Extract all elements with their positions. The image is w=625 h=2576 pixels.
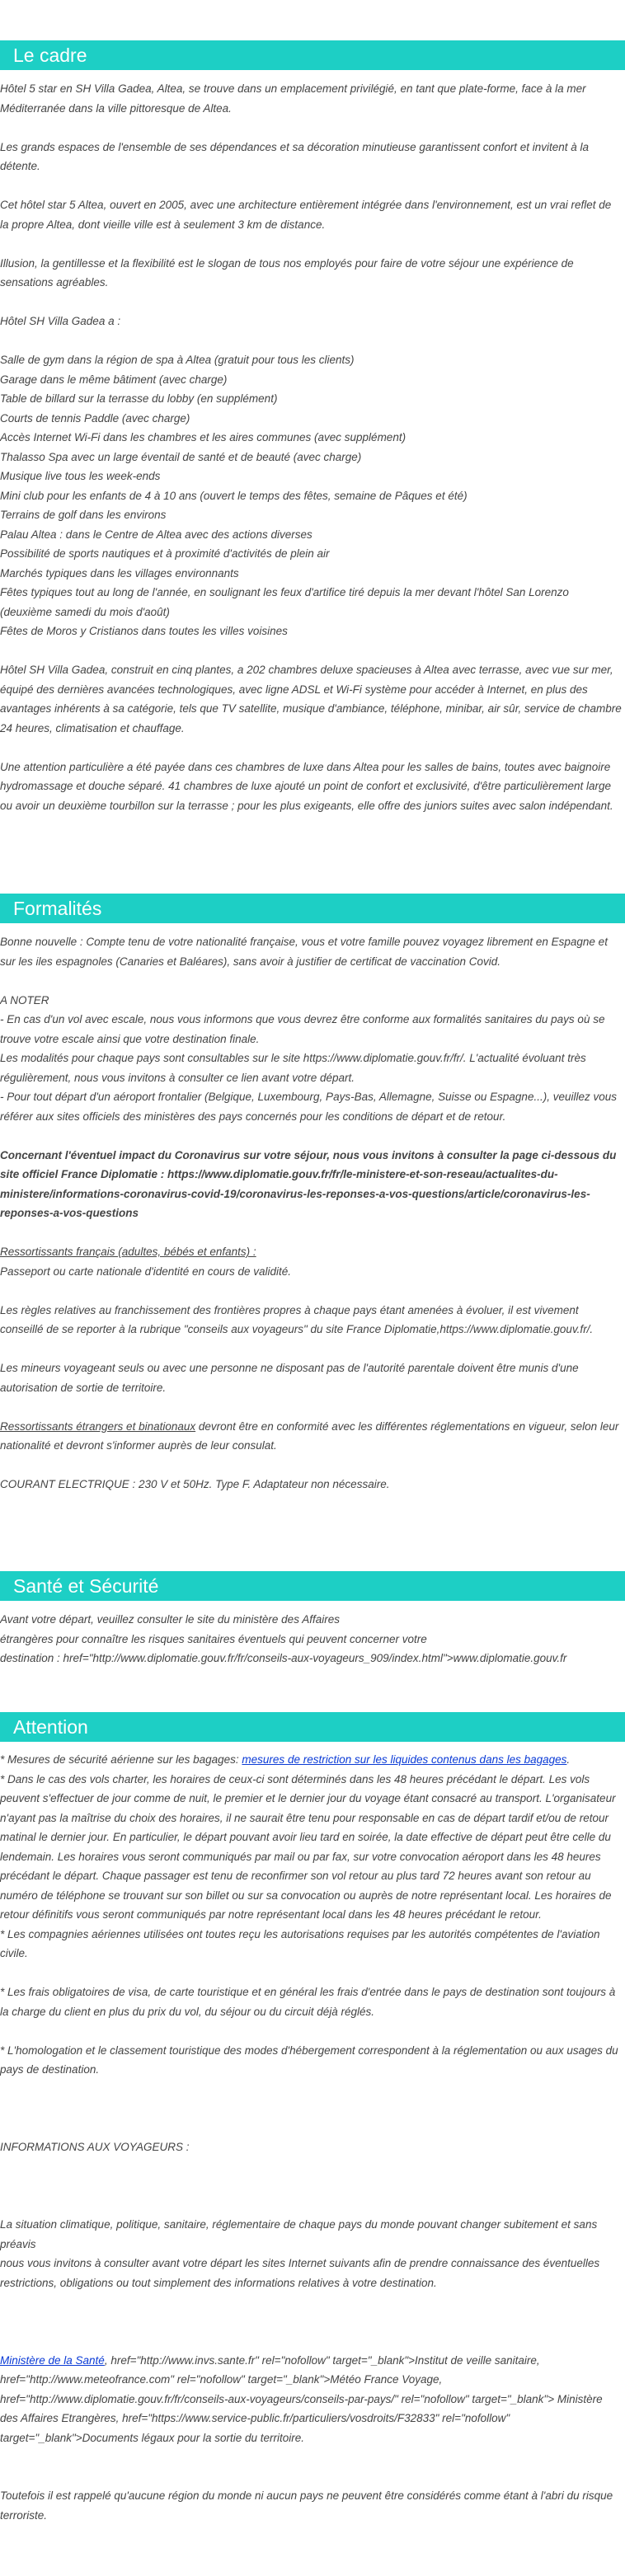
sante-content [0,1610,622,1668]
baggage-security-suffix: . [566,1753,571,1766]
section-header-attention [0,1712,625,1742]
cadre-spaces: Les grands espaces de l'ensemble de ses dépendances et sa décoration minutieuse garantissent confort et invitent à la détente. [0,140,590,172]
cadre-bathrooms: Une attention particulière a été payée dans ces chambres de luxe dans Altea pour les salles de bains, toutes avec baignoire hydromassage et douche séparé. 41 chambres de luxe ajouté un point de confort et exclusivité, d'être particulièrement large ou avoir un deuxième tourbillon sur la terrasse ; pour les plus exigeants, elle offre des juniors suites avec salon indépendant. [0,760,613,812]
airline-authorizations: * Les compagnies aériennes utilisées ont toutes reçu les autorisations requises par les autorités compétentes de l'aviation civile. [0,1927,600,1959]
section-title: Le cadre [13,45,87,66]
note-line: - En cas d'un vol avec escale, nous vous informons que vous devrez être conforme aux formalités sanitaires du pays où se trouve votre escale ainsi que votre destination finale. [0,1013,605,1045]
foreign-nationals-heading: Ressortissants étrangers et binationaux [0,1419,196,1433]
amenity-item: Courts de tennis Paddle (avec charge) [0,411,190,425]
cadre-amenities-title: Hôtel SH Villa Gadea a : [0,315,121,327]
sante-line: destination : href="http://www.diplomatie.gouv.fr/fr/conseils-aux-voyageurs_909/index.html">www.diplomatie.gouv.fr [0,1652,567,1664]
climate-notice: La situation climatique, politique, sanitaire, réglementaire de chaque pays du monde pouvant changer subitement et sans préavis nous vous invitons à consulter avant votre départ les sites Internet suivants afin de prendre connaissance des éventuelles restrictions, obligations ou tout simplement des informations relatives à votre destination. [0,2218,600,2289]
cadre-architecture: Cet hôtel star 5 Altea, ouvert en 2005, avec une architecture entièrement intégrée dans l'environnement, est un vrai reflet de la propre Altea, dont vieille ville est à seulement 3 km de distance. [0,199,612,231]
section-header-formalites [0,894,625,923]
section-title: Formalités [13,898,102,919]
traveler-info-title: INFORMATIONS AUX VOYAGEURS : [0,2141,190,2153]
amenity-item: Possibilité de sports nautiques et à proximité d'activités de plein air [0,547,330,560]
note-title: A NOTER [0,993,49,1006]
minors-rules: Les mineurs voyageant seuls ou avec une personne ne disposant pas de l'autorité parentale doivent être munis d'une autorisation de sortie de territoire. [0,1362,579,1394]
section-title: Santé et Sécurité [13,1575,159,1597]
cadre-slogan: Illusion, la gentillesse et la flexibilité est le slogan de tous nos employés pour faire de votre séjour une expérience de sensations agréables. [0,256,574,289]
cadre-rooms: Hôtel SH Villa Gadea, construit en cinq plantes, a 202 chambres deluxe spacieuses à Altea avec terrasse, avec vue sur mer, équipé des dernières avancées technologiques, avec ligne ADSL et Wi-Fi système pour accéder à Internet, en plus des avantages inhérents à sa catégorie, tels que TV satellite, musique d'ambiance, téléphone, minibar, air sûr, service de chambre 24 heures, climatisation et chauffage. [0,664,622,734]
accommodation-classification: * L'homologation et le classement touristique des modes d'hébergement correspondent à la réglementation ou aux usages du pays de destination. [0,2043,618,2076]
amenity-item: Musique live tous les week-ends [0,470,161,482]
amenity-item: Accès Internet Wi-Fi dans les chambres et les aires communes (avec supplément) [0,431,406,443]
amenity-item: Thalasso Spa avec un large éventail de santé et de beauté (avec charge) [0,450,362,463]
amenity-item: Mini club pour les enfants de 4 à 10 ans (ouvert le temps des fêtes, semaine de Pâques et été) [0,489,468,502]
useful-links-text: , href="http://www.invs.sante.fr" rel="nofollow" target="_blank">Institut de veille sanitaire, href="http://www.meteofrance.com" rel="nofollow" target="_blank">Météo France Voyage, href="http://www.diplomatie.gouv.fr/fr/conseils-aux-voyageurs/conseils-par-pays/" rel="nofollow" target="_blank"> Ministère des Affaires Etrangères, href="https://www.service-public.fr/particuliers/vosdroits/F32833" rel="nofollow" target="_blank">Documents légaux pour la sortie du territoire. [0,2353,603,2444]
terrorism-notice: Toutefois il est rappelé qu'aucune région du monde ni aucun pays ne peuvent être considérés comme étant à l'abri du risque terroriste. [0,2489,613,2522]
amenity-item: Garage dans le même bâtiment (avec charge) [0,373,228,386]
attention-content [0,1750,622,2525]
electric-current: COURANT ELECTRIQUE : 230 V et 50Hz. Type F. Adaptateur non nécessaire. [0,1478,390,1490]
charter-flights: * Dans le cas des vols charter, les horaires de ceux-ci sont déterminés dans les 48 heures précédant le départ. Les vols peuvent s'effectuer de jour comme de nuit, le premier et le dernier jour du voyage étant consacré au transport. L'organisateur n'ayant pas la maîtrise du choix des horaires, il ne saurait être tenu pour responsable en cas de départ tardif et/ou de retour matinal le dernier jour. En particulier, le départ pouvant avoir lieu tard en soirée, la date effective de départ peut être celle du lendemain. Les horaires vous seront communiqués par mail ou par fax, sur votre convocation aéroport dans les 48 heures précédant le départ. Chaque passager est tenu de reconfirmer son vol retour au plus tard 72 heures avant son retour au numéro de téléphone se trouvant sur son billet ou sur sa convocation ou auprès de notre représentant local. Les horaires de retour définitifs vous seront communiqués par notre représentant local dans les 48 heures précédant le retour. [0,1772,616,1921]
baggage-security-text: * Mesures de sécurité aérienne sur les bagages: [0,1753,242,1766]
foreign-nationals-text: devront être en conformité avec les différentes réglementations en vigueur, selon leur nationalité et devront s'informer auprès de leur consulat. [0,1419,619,1452]
baggage-security [0,1750,622,1770]
amenity-item: Terrains de golf dans les environs [0,509,167,521]
mandatory-fees: * Les frais obligatoires de visa, de carte touristique et en général les frais d'entrée dans le pays de destination sont toujours à la charge du client en plus du prix du vol, du séjour ou du circuit déjà réglés. [0,1986,616,2018]
amenity-item: Salle de gym dans la région de spa à Altea (gratuit pour tous les clients) [0,354,355,366]
covid-notice: Concernant l'éventuel impact du Coronavirus sur votre séjour, nous vous invitons à consulter la page ci-dessous du site officiel France Diplomatie : https://www.diplomatie.gouv.fr/fr/le-ministere-et-son-reseau/actualites-du-ministere/informations-coronavirus-covid-19/coronavirus-les-reponses-a-vos-questions/article/coronavirus-les-reponses-a-vos-questions [0,1148,617,1219]
liquids-restriction-link[interactable]: mesures de restriction sur les liquides contenus dans les bagages [242,1753,567,1766]
french-nationals-heading: Ressortissants français (adultes, bébés et enfants) : [0,1246,256,1258]
section-title: Attention [13,1716,88,1738]
sante-line: étrangères pour connaître les risques sanitaires éventuels qui peuvent concerner votre [0,1632,427,1645]
section-header-cadre [0,40,625,70]
health-ministry-link[interactable]: Ministère de la Santé [0,2353,105,2367]
formalites-good-news: Bonne nouvelle : Compte tenu de votre nationalité française, vous et votre famille pouvez voyagez librement en Espagne et sur les iles espagnoles (Canaries et Baléares), sans avoir à justifier de certificat de vaccination Covid. [0,936,608,968]
section-header-sante [0,1571,625,1601]
foreign-nationals [0,1417,622,1456]
amenity-item: Fêtes typiques tout au long de l'année, en soulignant les feux d'artifice tiré depuis la mer devant l'hôtel San Lorenzo (deuxième samedi du mois d'août) [0,586,569,618]
cadre-intro: Hôtel 5 star en SH Villa Gadea, Altea, se trouve dans un emplacement privilégié, en tant que plate-forme, face à la mer Méditerranée dans la ville pittoresque de Altea. [0,82,586,115]
note-line: - Pour tout départ d'un aéroport frontalier (Belgique, Luxembourg, Pays-Bas, Allemagne, Suisse ou Espagne...), veuillez vous référer aux sites officiels des ministères des pays concernés pour les conditions de départ et de retour. [0,1091,617,1123]
frontier-rules: Les règles relatives au franchissement des frontières propres à chaque pays étant amenées à évoluer, il est vivement conseillé de se reporter à la rubrique "conseils aux voyageurs" du site France Diplomatie,https://www.diplomatie.gouv.fr/. [0,1303,594,1335]
amenity-item: Marchés typiques dans les villages environnants [0,566,239,579]
useful-links [0,2351,622,2448]
note-line: Les modalités pour chaque pays sont consultables sur le site https://www.diplomatie.gouv.fr/fr/. L'actualité évoluant très régulièrement, nous vous invitons à consulter ce lien avant votre départ. [0,1052,586,1084]
formalites-content [0,932,622,1494]
french-nationals-document: Passeport ou carte nationale d'identité en cours de validité. [0,1265,292,1278]
sante-line: Avant votre départ, veuillez consulter le site du ministère des Affaires [0,1613,340,1626]
amenity-item: Table de billard sur la terrasse du lobby (en supplément) [0,392,278,405]
amenity-item: Fêtes de Moros y Cristianos dans toutes les villes voisines [0,625,288,637]
amenity-item: Palau Altea : dans le Centre de Altea avec des actions diverses [0,528,312,541]
cadre-content [0,79,622,815]
